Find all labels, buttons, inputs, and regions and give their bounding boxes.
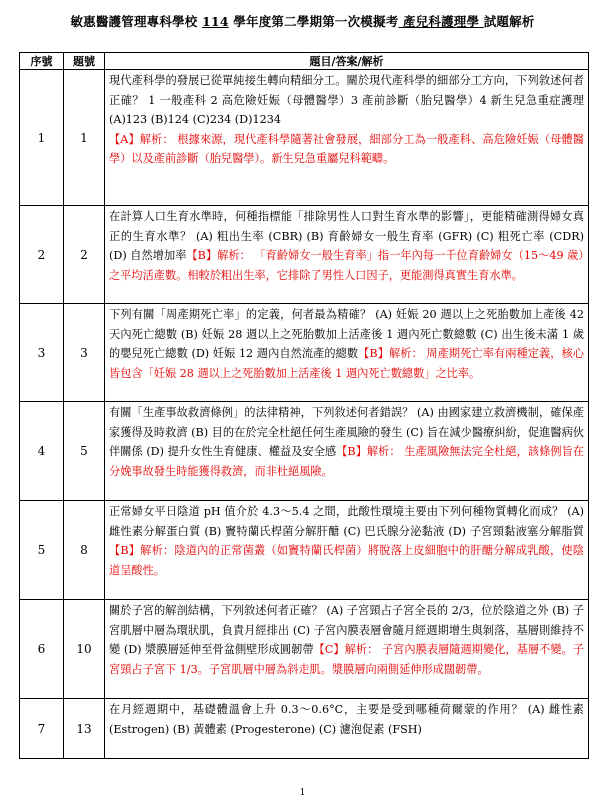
row-question-number: 13 xyxy=(64,699,105,759)
answer-explanation: 【B】解析： 「育齡婦女一般生育率」指一年內每一千位育齡婦女（15～49 歲）之平均活產數。相較於粗出生率，它排除了男性人口因子，更能測得真實生育水準。 xyxy=(109,249,584,282)
row-question-number: 3 xyxy=(64,304,105,402)
table-row xyxy=(20,699,589,759)
table-header-row xyxy=(20,53,589,70)
table-row xyxy=(20,402,589,501)
header-question-number: 題號 xyxy=(64,53,105,70)
table-row xyxy=(20,206,589,304)
title-suffix: 試題解析 xyxy=(483,14,535,29)
table-row xyxy=(20,600,589,699)
row-seq: 7 xyxy=(20,699,64,759)
row-content xyxy=(105,402,589,501)
question-text: 正常婦女平日陰道 pH 值介於 4.3～5.4 之間，此酸性環境主要由下列何種物質轉化而成？ (A) 雌性素分解蛋白質 (B) 竇特蘭氏桿菌分解肝醣 (C) 巴氏腺分泌黏液 (D) 子宮頸黏液塞分解脂質 xyxy=(109,505,584,538)
row-seq: 4 xyxy=(20,402,64,501)
table-row xyxy=(20,70,589,206)
question-text: 在計算人口生育水準時，何種指標能「排除男性人口對生育水準的影響」，更能精確測得婦女真正的生育水準？ (A) 粗出生率 (CBR) (B) 育齡婦女一般生育率 (GFR) (C) 粗死亡率 (CDR) (D) 自然增加率 xyxy=(109,210,584,262)
row-question-number: 2 xyxy=(64,206,105,304)
table-row xyxy=(20,304,589,402)
question-text: 現代產科學的發展已從單純接生轉向精細分工。關於現代產科學的細部分工方向，下列敘述何者正確？ 1 一般產科 2 高危險妊娠（母體醫學）3 產前診斷（胎兒醫學）4 新生兒急重症護理(A)123 (B)124 (C)234 (D)1234 xyxy=(109,74,584,126)
exam-term: 學年度第二學期第一次模擬考 xyxy=(233,14,399,29)
row-content xyxy=(105,600,589,699)
header-seq: 序號 xyxy=(20,53,64,70)
answer-explanation: 【A】解析： 根據來源，現代產科學隨著社會發展，細部分工為一般產科、高危險妊娠（母體醫學）以及產前診斷（胎兒醫學）。新生兒急重屬兒科範疇。 xyxy=(109,132,584,165)
academic-year: 114 xyxy=(202,14,229,29)
row-seq: 6 xyxy=(20,600,64,699)
answer-table xyxy=(19,52,589,759)
answer-explanation: 【B】解析： 周產期死亡率有兩種定義，核心皆包含「妊娠 28 週以上之死胎數加上活產後 1 週內死亡數總數」之比率。 xyxy=(109,347,584,380)
school-name: 敏惠醫護管理專科學校 xyxy=(70,14,198,29)
question-text: 下列有關「周產期死亡率」的定義，何者最為精確？ (A) 妊娠 20 週以上之死胎數加上產後 42 天內死亡總數 (B) 妊娠 28 週以上之死胎數加上活產後 1 週內死亡數總數 (C) 出生後未滿 1 歲的嬰兒死亡總數 (D) 妊娠 12 週內自然流產的總數 xyxy=(109,308,584,360)
row-question-number: 10 xyxy=(64,600,105,699)
row-content xyxy=(105,304,589,402)
row-question-number: 8 xyxy=(64,501,105,600)
row-content xyxy=(105,206,589,304)
row-seq: 2 xyxy=(20,206,64,304)
table-row xyxy=(20,501,589,600)
question-text: 有關「生產事故救濟條例」的法律精神，下列敘述何者錯誤？ (A) 由國家建立救濟機制，確保產家獲得及時救濟 (B) 目的在於完全杜絕任何生產風險的發生 (C) 旨在減少醫療糾紛，促進醫病伙伴關係 (D) 提升女性生育健康、權益及安全感 xyxy=(109,406,584,458)
question-text: 在月經週期中，基礎體溫會上升 0.3～0.6°C，主要是受到哪種荷爾蒙的作用？ (A) 雌性素 (Estrogen) (B) 黃體素 (Progesterone) (C) 濾泡促素 (FSH) xyxy=(109,703,584,736)
row-seq: 5 xyxy=(20,501,64,600)
row-content xyxy=(105,699,589,759)
row-question-number: 1 xyxy=(64,70,105,206)
document-title xyxy=(0,12,605,30)
header-content: 題目/答案/解析 xyxy=(105,53,589,70)
row-seq: 3 xyxy=(20,304,64,402)
page-number: 1 xyxy=(299,788,306,798)
row-seq: 1 xyxy=(20,70,64,206)
question-text: 關於子宮的解剖結構，下列敘述何者正確？ (A) 子宮頸占子宮全長的 2/3，位於陰道之外 (B) 子宮肌層中層為環狀肌，負責月經排出 (C) 子宮內膜表層會隨月經週期增生與剝落，基層則維持不變 (D) 漿膜層延伸至骨盆側壁形成圓韌帶 xyxy=(109,604,584,656)
row-content xyxy=(105,501,589,600)
row-question-number: 5 xyxy=(64,402,105,501)
answer-explanation: 【C】解析： 子宮內膜表層隨週期變化，基層不變。子宮頸占子宮下 1/3。子宮肌層中層為斜走肌。漿膜層向兩側延伸形成闊韌帶。 xyxy=(109,643,584,676)
row-content xyxy=(105,70,589,206)
subject-name: 產兒科護理學 xyxy=(402,14,480,29)
answer-explanation: 【B】解析： 生產風險無法完全杜絕，該條例旨在分娩事故發生時能獲得救濟，而非杜絕風險。 xyxy=(109,445,585,478)
answer-explanation: 【B】解析：陰道內的正常菌叢（如竇特蘭氏桿菌）將脫落上皮細胞中的肝醣分解成乳酸，使陰道呈酸性。 xyxy=(109,544,584,577)
